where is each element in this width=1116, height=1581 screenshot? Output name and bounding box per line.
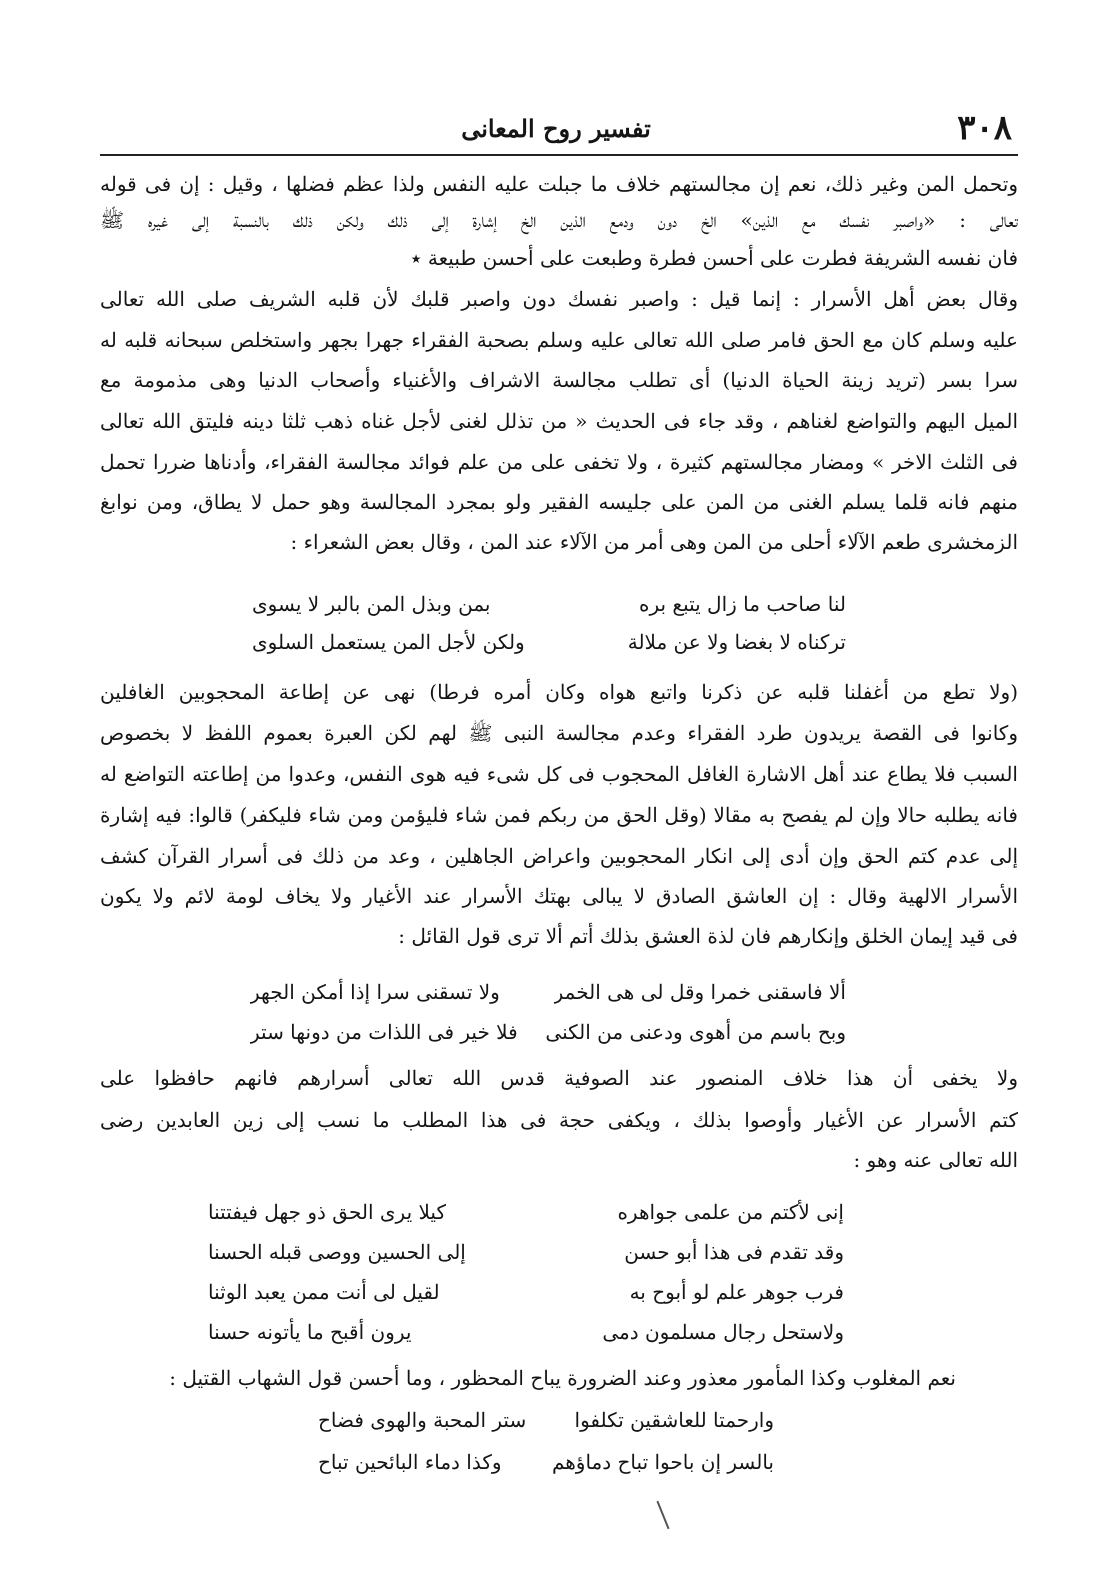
verse-hemistich-second: ولا تسقنى سرا إذا أمكن الجهر: [250, 980, 500, 1004]
text-line: تعالى : «واصبر نفسك مع الذين» الخ دون ودمع الذين الخ إشارة إلى ذلك ولكن ذلك بالنسبة إلى غيره ﷺ: [100, 208, 1018, 232]
verse-hemistich-second: كيلا يرى الحق ذو جهل فيفتتنا: [208, 1200, 446, 1224]
verse-hemistich-first: لنا صاحب ما زال يتبع بره: [638, 592, 846, 616]
scan-mark: [656, 1501, 669, 1530]
verse-hemistich-first: وارحمتا للعاشقين تكلفوا: [574, 1408, 774, 1432]
text-line: فى قيد إيمان الخلق وإنكارهم فان لذة العشق بذلك أتم ألا ترى قول القائل :: [398, 924, 1018, 948]
text-line: الميل اليهم والتواضع لغناهم ، وقد جاء فى الحديث « من تذلل لغنى لأجل غناه ذهب ثلثا دينه فليتق الله تعالى: [100, 409, 1018, 433]
verse-hemistich-second: إلى الحسين ووصى قبله الحسنا: [208, 1240, 466, 1264]
text-line: السبب فلا يطاع عند أهل الاشارة الغافل المحجوب فى كل شىء فيه هوى النفس، وعدوا من إطاعته التواضع له: [100, 762, 1018, 786]
text-line: إلى عدم كتم الحق وإن أدى إلى انكار المحجوبين واعراض الجاهلين ، وعد من ذلك فى أسرار القرآن كشف: [100, 844, 1018, 868]
verse-hemistich-first: ألا فاسقنى خمرا وقل لى هى الخمر: [553, 980, 846, 1004]
verse-hemistich-first: بالسر إن باحوا تباح دماؤهم: [551, 1450, 774, 1474]
text-line: نعم المغلوب وكذا المأمور معذور وعند الضرورة يباح المحظور ، وما أحسن قول الشهاب القتيل :: [169, 1366, 956, 1390]
text-line: منهم فانه قلما يسلم الغنى من المن على جليسه الفقير ولو بمجرد المجالسة وهو حمل لا يطاق، ومن نوابغ: [100, 490, 1018, 514]
text-line: الله تعالى عنه وهو :: [853, 1148, 1018, 1172]
header-rule: [100, 154, 1018, 156]
text-line: (ولا تطع من أغفلنا قلبه عن ذكرنا واتبع هواه وكان أمره فرطا) نهى عن إطاعة المحجوبين الغافلين: [100, 680, 1018, 704]
text-line: وكانوا فى القصة يريدون طرد الفقراء وعدم مجالسة النبى ﷺ لهم لكن العبرة بعموم اللفظ لا بخصوص: [100, 721, 1018, 745]
text-line: وتحمل المن وغير ذلك، نعم إن مجالستهم خلاف ما جبلت عليه النفس ولذا عظم فضلها ، وقيل : إن فى قوله: [100, 172, 1018, 196]
text-line: عليه وسلم كان مع الحق فامر صلى الله تعالى عليه وسلم بصحبة الفقراء جهرا بجهر واستخلص سبحانه قلبه له: [100, 328, 1018, 352]
page-header: [100, 108, 1012, 154]
text-line: فى الثلث الاخر » ومضار مجالستهم كثيرة ، ولا تخفى على من علم فوائد مجالسة الفقراء، وأدناها ضررا تحمل: [100, 450, 1018, 474]
page-number: ٣٠٨: [957, 108, 1012, 148]
text-line: ولا يخفى أن هذا خلاف المنصور عند الصوفية قدس الله تعالى أسرارهم فانهم حافظوا على: [100, 1066, 1018, 1090]
verse-hemistich-second: بمن وبذل المن بالبر لا يسوى: [252, 592, 491, 616]
verse-hemistich-second: يرون أقبح ما يأتونه حسنا: [208, 1320, 412, 1344]
text-line: سرا بسر (تريد زينة الحياة الدنيا) أى تطلب مجالسة الاشراف والأغنياء وأصحاب الدنيا وهى مذمومة مع: [100, 368, 1018, 392]
text-line: وقال بعض أهل الأسرار : إنما قيل : واصبر نفسك دون واصبر قلبك لأن قلبه الشريف صلى الله تعالى: [100, 287, 1018, 311]
verse-hemistich-second: وكذا دماء البائحين تباح: [318, 1450, 502, 1474]
verse-hemistich-first: إنى لأكتم من علمى جواهره: [617, 1200, 844, 1224]
text-line: فانه يطلبه حالا وإن لم يفصح به مقالا (وقل الحق من ربكم فمن شاء فليؤمن ومن شاء فليكفر) قالوا: فيه إشارة: [100, 803, 1018, 827]
verse-hemistich-second: ولكن لأجل المن يستعمل السلوى: [252, 630, 525, 654]
text-line: فان نفسه الشريفة فطرت على أحسن فطرة وطبعت على أحسن طبيعة ٭: [410, 246, 1018, 270]
verse-hemistich-second: فلا خير فى اللذات من دونها ستر: [250, 1020, 518, 1044]
text-line: كتم الأسرار عن الأغيار وأوصوا بذلك ، ويكفى حجة فى هذا المطلب ما نسب إلى زين العابدين رضى: [100, 1108, 1018, 1132]
running-title: تفسير روح المعانى: [461, 114, 651, 143]
verse-hemistich-first: وبح باسم من أهوى ودعنى من الكنى: [545, 1020, 846, 1044]
verse-hemistich-first: فرب جوهر علم لو أبوح به: [629, 1280, 844, 1304]
verse-hemistich-second: ستر المحبة والهوى فضاح: [318, 1408, 527, 1432]
text-line: الأسرار الالهية وقال : إن العاشق الصادق لا يبالى بهتك الأسرار عند الأغيار ولا يخاف لومة لائم ولا يكون: [100, 884, 1018, 908]
text-line: الزمخشرى طعم الآلاء أحلى من المن وهى أمر من الآلاء عند المن ، وقال بعض الشعراء :: [290, 530, 1018, 554]
verse-hemistich-second: لقيل لى أنت ممن يعبد الوثنا: [208, 1280, 440, 1304]
verse-hemistich-first: ولاستحل رجال مسلمون دمى: [602, 1320, 844, 1344]
verse-hemistich-first: تركناه لا بغضا ولا عن ملالة: [627, 630, 846, 654]
verse-hemistich-first: وقد تقدم فى هذا أبو حسن: [624, 1240, 844, 1264]
